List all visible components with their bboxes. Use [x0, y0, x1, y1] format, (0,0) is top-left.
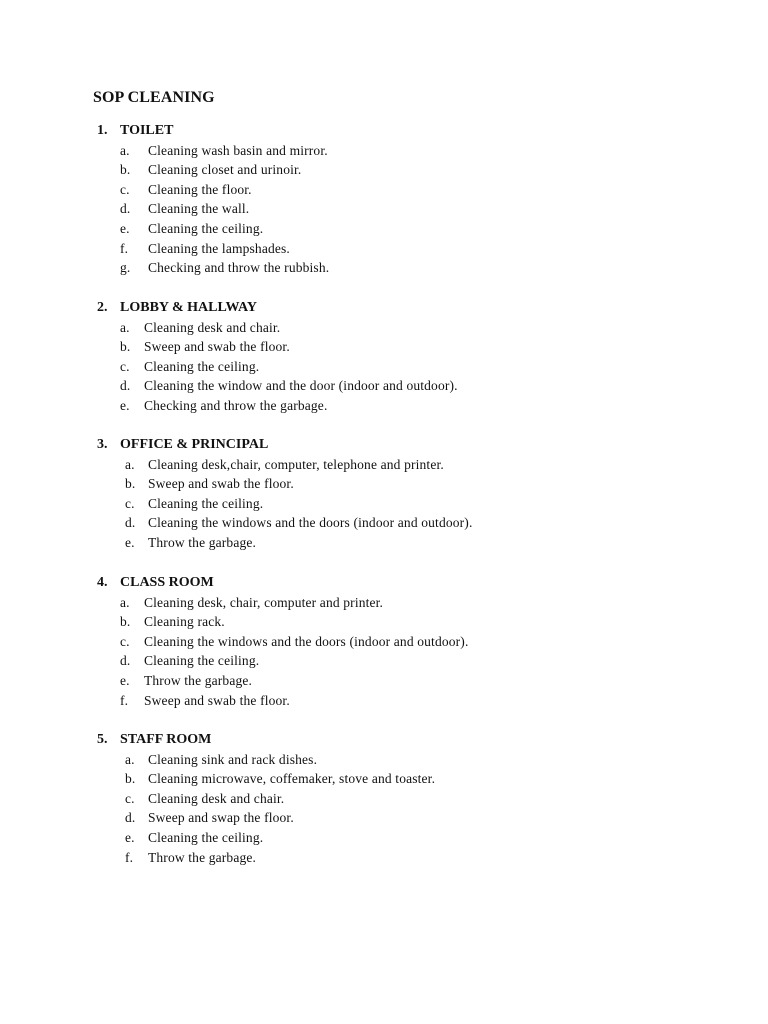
section-heading	[0, 730, 768, 750]
item-text: Sweep and swap the floor.	[148, 810, 294, 826]
section-title: LOBBY & HALLWAY	[120, 300, 257, 315]
item-letter: e.	[120, 220, 130, 236]
item-text: Cleaning closet and urinoir.	[148, 162, 302, 178]
list-item	[0, 593, 768, 613]
item-text: Cleaning the floor.	[148, 181, 252, 197]
section-number: 3.	[97, 437, 108, 452]
item-letter: e.	[125, 534, 135, 550]
list-item	[0, 828, 768, 848]
item-text: Cleaning sink and rack dishes.	[148, 751, 318, 767]
item-letter: b.	[125, 771, 136, 787]
item-letter: d.	[125, 515, 136, 531]
section-lobby-hallway	[0, 298, 768, 416]
list-item	[0, 632, 768, 652]
item-text: Cleaning the ceiling.	[144, 358, 260, 374]
section-title: OFFICE & PRINCIPAL	[120, 437, 269, 452]
item-text: Cleaning the windows and the doors (indoor and outdoor).	[144, 633, 469, 649]
list-item	[0, 513, 768, 533]
list-item	[0, 160, 768, 180]
item-text: Cleaning the window and the door (indoor and outdoor).	[144, 378, 458, 394]
item-text: Cleaning rack.	[144, 614, 225, 630]
list-item	[0, 808, 768, 828]
section-number: 1.	[97, 123, 108, 138]
list-item	[0, 533, 768, 553]
list-item	[0, 337, 768, 357]
section-staff-room	[0, 730, 768, 867]
item-text: Cleaning the ceiling.	[148, 495, 264, 511]
list-item	[0, 494, 768, 514]
item-list	[0, 593, 768, 711]
item-list	[0, 750, 768, 868]
item-text: Cleaning desk and chair.	[148, 790, 285, 806]
item-letter: a.	[125, 456, 135, 472]
list-item	[0, 474, 768, 494]
list-item	[0, 789, 768, 809]
item-letter: c.	[120, 181, 130, 197]
item-text: Cleaning desk and chair.	[144, 319, 281, 335]
item-text: Cleaning the ceiling.	[148, 220, 264, 236]
item-letter: a.	[125, 751, 135, 767]
item-text: Cleaning desk,chair, computer, telephone and printer.	[148, 456, 444, 472]
item-letter: g.	[120, 260, 131, 276]
section-heading	[0, 121, 768, 141]
list-item	[0, 258, 768, 278]
item-text: Cleaning wash basin and mirror.	[148, 142, 328, 158]
item-letter: e.	[125, 829, 135, 845]
item-letter: d.	[120, 201, 131, 217]
item-letter: c.	[120, 358, 130, 374]
page-title: SOP CLEANING	[93, 89, 215, 106]
item-letter: b.	[125, 476, 136, 492]
section-toilet	[0, 121, 768, 278]
item-letter: b.	[120, 162, 131, 178]
item-letter: b.	[120, 339, 131, 355]
item-letter: f.	[120, 692, 129, 708]
item-text: Checking and throw the garbage.	[144, 397, 328, 413]
item-letter: b.	[120, 614, 131, 630]
section-title: CLASS ROOM	[120, 575, 214, 590]
item-letter: c.	[125, 790, 135, 806]
list-item	[0, 219, 768, 239]
item-letter: e.	[120, 672, 130, 688]
list-item	[0, 141, 768, 161]
item-text: Cleaning microwave, coffemaker, stove and toaster.	[148, 771, 436, 787]
item-text: Sweep and swab the floor.	[144, 339, 290, 355]
list-item	[0, 318, 768, 338]
item-letter: e.	[120, 397, 130, 413]
item-list	[0, 141, 768, 278]
item-text: Cleaning the ceiling.	[144, 653, 260, 669]
list-item	[0, 376, 768, 396]
item-text: Throw the garbage.	[144, 672, 253, 688]
section-title: STAFF ROOM	[120, 732, 212, 747]
list-item	[0, 455, 768, 475]
item-text: Cleaning the lampshades.	[148, 240, 290, 256]
list-item	[0, 691, 768, 711]
section-heading	[0, 298, 768, 318]
item-list	[0, 455, 768, 553]
item-letter: f.	[125, 849, 134, 865]
section-number: 5.	[97, 732, 108, 747]
item-text: Checking and throw the rubbish.	[148, 260, 330, 276]
list-item	[0, 769, 768, 789]
list-item	[0, 671, 768, 691]
list-item	[0, 357, 768, 377]
list-item	[0, 848, 768, 868]
item-letter: d.	[120, 653, 131, 669]
list-item	[0, 612, 768, 632]
item-letter: f.	[120, 240, 129, 256]
item-text: Cleaning the windows and the doors (indoor and outdoor).	[148, 515, 473, 531]
item-text: Throw the garbage.	[148, 849, 257, 865]
item-text: Cleaning the ceiling.	[148, 829, 264, 845]
section-number: 2.	[97, 300, 108, 315]
item-text: Sweep and swab the floor.	[148, 476, 294, 492]
list-item	[0, 239, 768, 259]
list-item	[0, 199, 768, 219]
item-text: Throw the garbage.	[148, 534, 257, 550]
item-letter: d.	[125, 810, 136, 826]
section-heading	[0, 573, 768, 593]
section-number: 4.	[97, 575, 108, 590]
item-letter: d.	[120, 378, 131, 394]
list-item	[0, 750, 768, 770]
item-letter: c.	[125, 495, 135, 511]
section-office-principal	[0, 435, 768, 553]
list-item	[0, 180, 768, 200]
item-letter: a.	[120, 142, 130, 158]
item-text: Cleaning desk, chair, computer and printer.	[144, 594, 384, 610]
list-item	[0, 651, 768, 671]
list-item	[0, 396, 768, 416]
section-title: TOILET	[120, 123, 174, 138]
item-list	[0, 318, 768, 416]
item-letter: a.	[120, 319, 130, 335]
section-class-room	[0, 573, 768, 710]
item-letter: a.	[120, 594, 130, 610]
section-heading	[0, 435, 768, 455]
item-letter: c.	[120, 633, 130, 649]
item-text: Sweep and swab the floor.	[144, 692, 290, 708]
item-text: Cleaning the wall.	[148, 201, 250, 217]
